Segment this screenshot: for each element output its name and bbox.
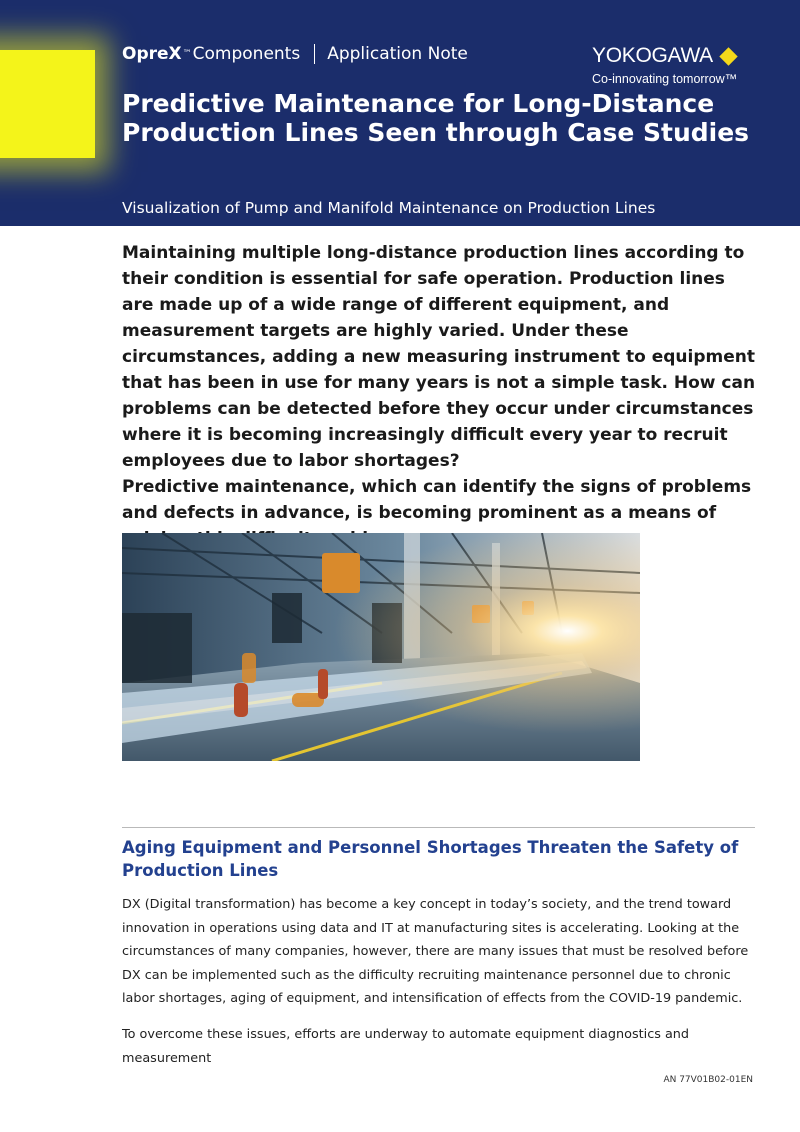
logo-tagline: Co-innovating tomorrow™ xyxy=(592,72,738,86)
brand-line xyxy=(122,44,468,64)
body-paragraph-2: To overcome these issues, efforts are underway to automate equipment diagnostics and measurement xyxy=(122,1027,690,1066)
header-band xyxy=(0,0,800,226)
intro-text xyxy=(122,240,762,552)
brand-separator xyxy=(314,44,315,64)
document-id: AN 77V01B02-01EN xyxy=(663,1075,753,1085)
doc-type-label: Application Note xyxy=(327,44,468,64)
diamond-icon xyxy=(719,47,737,65)
brand-name: OpreX xyxy=(122,44,182,64)
brand-suffix: Components xyxy=(192,44,301,64)
brand-trademark: ™ xyxy=(182,49,192,59)
yokogawa-logo xyxy=(592,44,737,86)
logo-wordmark: YOKOGAWA xyxy=(592,44,713,67)
section-divider xyxy=(122,827,755,828)
page-subtitle: Visualization of Pump and Manifold Maintenance on Production Lines xyxy=(122,199,656,217)
yellow-accent-glow xyxy=(0,50,95,158)
body-paragraph-1: DX (Digital transformation) has become a key concept in today’s society, and the trend toward innovation in operations using data and IT at manufacturing sites is accelerating. Looking at the circumstances of many companies, however, there are many issues that must be resolved before DX can be implemented such as the difficulty recruiting maintenance personnel due to chronic labor shortages, aging of equipment, and intensification of effects from the COVID-19 pandemic. xyxy=(122,897,749,1006)
intro-paragraph-2: Predictive maintenance, which can identify the signs of problems and defects in advance, is becoming prominent as a means of xyxy=(122,477,752,523)
intro-paragraph-1: Maintaining multiple long-distance production lines according to their condition is essential for safe operation. Production lines are made up of a wide range of different equipment, and measurement targets are highly varied. Under these circumstances, adding a new measuring instrument to equipment that has been in use for many years is not a simple task. How can problems can be detected before they occur under circumstances where it is becoming increasingly difficult every year to recruit employees due to labor shortages? xyxy=(122,243,756,471)
page-title: Predictive Maintenance for Long-Distance Production Lines Seen through Case Studies xyxy=(122,89,750,147)
production-line-photo xyxy=(122,533,640,761)
section-heading: Aging Equipment and Personnel Shortages Threaten the Safety of Production Lines xyxy=(122,838,739,880)
